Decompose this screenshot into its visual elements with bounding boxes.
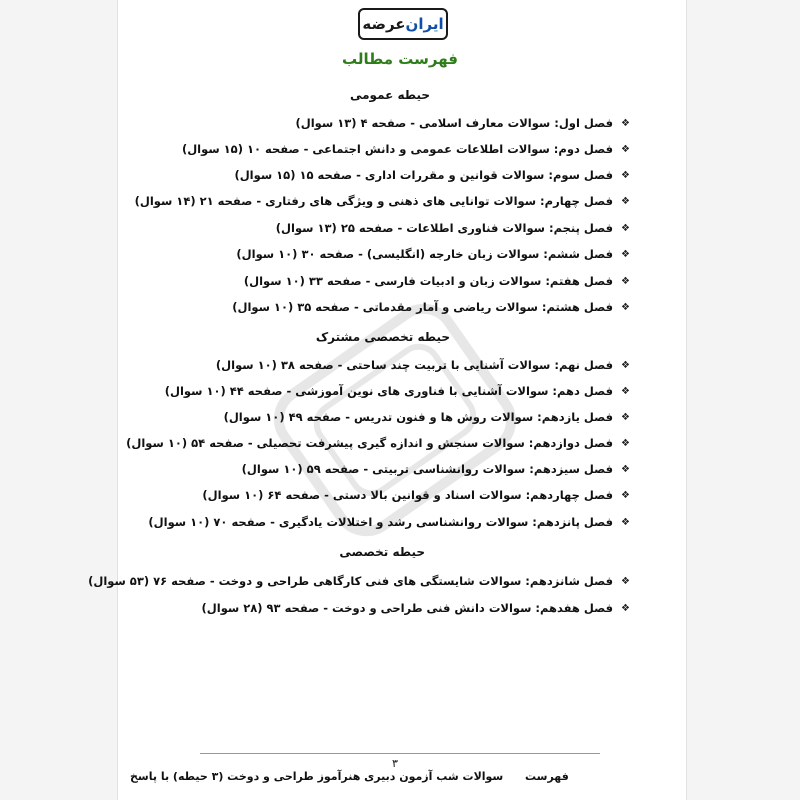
toc-item (244, 271, 630, 291)
toc-item (165, 381, 630, 401)
toc-item (224, 407, 630, 427)
toc-item (216, 355, 630, 375)
footer-divider (200, 753, 600, 754)
iran-arze-logo (358, 8, 448, 40)
toc-item (242, 459, 630, 479)
toc-item-text: فصل دوازدهم: سوالات سنجش و اندازه گیری پیشرفت تحصیلی - صفحه ۵۴ (۱۰ سوال) (126, 436, 614, 450)
bullet-icon: ❖ (621, 275, 630, 287)
footer-section-label: فهرست (525, 770, 569, 783)
toc-item (232, 297, 630, 317)
toc-item-text: فصل هفتم: سوالات زبان و ادبیات فارسی - صفحه ۳۳ (۱۰ سوال) (243, 274, 614, 288)
toc-item-text: فصل یازدهم: سوالات روش ها و فنون تدریس - صفحه ۴۹ (۱۰ سوال) (223, 410, 614, 424)
toc-item-text: فصل هشتم: سوالات ریاضی و آمار مقدماتی - صفحه ۳۵ (۱۰ سوال) (232, 300, 614, 314)
section-heading: حیطه تخصصی مشترک (315, 330, 450, 344)
bullet-icon: ❖ (621, 411, 630, 423)
bullet-icon: ❖ (621, 143, 630, 155)
bullet-icon: ❖ (621, 575, 630, 587)
toc-item (202, 598, 630, 618)
logo-text-part1: ایران (405, 15, 444, 33)
toc-item (88, 571, 630, 591)
toc-item-text: فصل پانزدهم: سوالات روانشناسی رشد و اختلالات یادگیری - صفحه ۷۰ (۱۰ سوال) (148, 515, 614, 529)
toc-item-text: فصل دهم: سوالات آشنایی با فناوری های نوین آموزشی - صفحه ۴۴ (۱۰ سوال) (164, 384, 614, 398)
toc-item-text: فصل چهارم: سوالات توانایی های ذهنی و ویژگی های رفتاری - صفحه ۲۱ (۱۴ سوال) (134, 194, 614, 208)
toc-item-text: فصل هفدهم: سوالات دانش فنی طراحی و دوخت - صفحه ۹۳ (۲۸ سوال) (201, 601, 614, 615)
toc-item (296, 113, 631, 133)
bullet-icon: ❖ (621, 602, 630, 614)
toc-item-text: فصل شانزدهم: سوالات شایستگی های فنی کارگاهی طراحی و دوخت - صفحه ۷۶ (۵۳ سوال) (88, 574, 614, 588)
toc-item (135, 191, 630, 211)
bullet-icon: ❖ (621, 301, 630, 313)
toc-item (148, 512, 630, 532)
section-heading: حیطه عمومی (349, 88, 430, 102)
bullet-icon: ❖ (621, 489, 630, 501)
toc-item (182, 139, 630, 159)
toc-item-text: فصل اول: سوالات معارف اسلامی - صفحه ۴ (۱۳ سوال) (295, 116, 614, 130)
toc-item-text: فصل سوم: سوالات قوانین و مقررات اداری - صفحه ۱۵ (۱۵ سوال) (234, 168, 614, 182)
toc-item-text: فصل دوم: سوالات اطلاعات عمومی و دانش اجتماعی - صفحه ۱۰ (۱۵ سوال) (181, 142, 614, 156)
toc-item (202, 485, 630, 505)
toc-item-text: فصل چهاردهم: سوالات اسناد و قوانین بالا دستی - صفحه ۶۴ (۱۰ سوال) (202, 488, 614, 502)
toc-item (234, 165, 630, 185)
bullet-icon: ❖ (621, 195, 630, 207)
toc-item-text: فصل ششم: سوالات زبان خارجه (انگلیسی) - صفحه ۳۰ (۱۰ سوال) (236, 247, 614, 261)
bullet-icon: ❖ (621, 169, 630, 181)
bullet-icon: ❖ (621, 437, 630, 449)
bullet-icon: ❖ (621, 222, 630, 234)
toc-item (126, 433, 630, 453)
logo-text-part2: عرضه (362, 15, 406, 33)
toc-item (276, 218, 630, 238)
bullet-icon: ❖ (621, 463, 630, 475)
section-heading: حیطه تخصصی (339, 545, 425, 559)
bullet-icon: ❖ (621, 248, 630, 260)
toc-item-text: فصل سیزدهم: سوالات روانشناسی تربیتی - صفحه ۵۹ (۱۰ سوال) (241, 462, 614, 476)
bullet-icon: ❖ (621, 359, 630, 371)
page-number: ۳ (392, 757, 398, 770)
footer-book-title: سوالات شب آزمون دبیری هنرآموز طراحی و دوخت (۳ حیطه) با پاسخ (130, 770, 504, 783)
toc-item-text: فصل نهم: سوالات آشنایی با تربیت چند ساحتی - صفحه ۳۸ (۱۰ سوال) (215, 358, 614, 372)
bullet-icon: ❖ (621, 516, 630, 528)
page-title: فهرست مطالب (342, 50, 458, 68)
toc-item (236, 244, 630, 264)
bullet-icon: ❖ (621, 385, 630, 397)
bullet-icon: ❖ (621, 117, 630, 129)
toc-item-text: فصل پنجم: سوالات فناوری اطلاعات - صفحه ۲۵ (۱۳ سوال) (275, 221, 614, 235)
